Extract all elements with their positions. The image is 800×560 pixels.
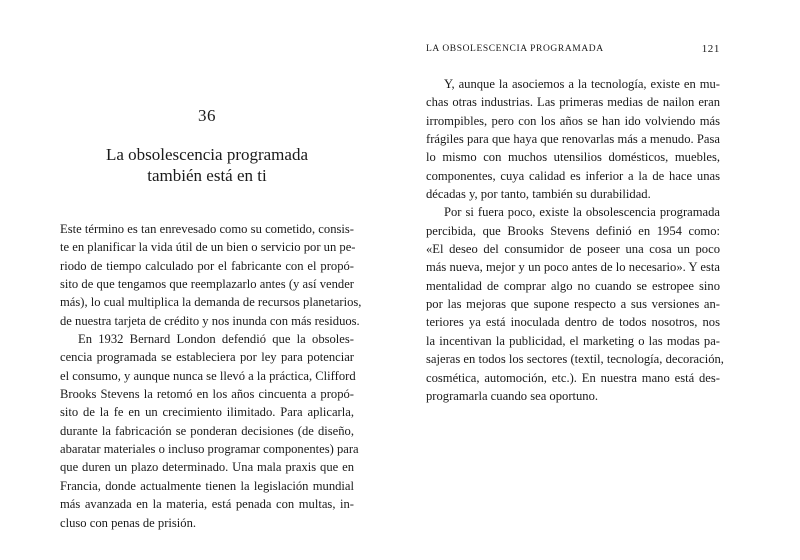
text-line: lo mismo con muchos utensilios domésticos, muebles, xyxy=(426,150,720,165)
text-line: mentalidad de comprar algo no cuando se estropee sino xyxy=(426,278,720,293)
running-head-title: LA OBSOLESCENCIA PROGRAMADA xyxy=(426,44,604,54)
text-line: la incentivan la publicidad, el marketing o las modas pa- xyxy=(426,333,720,348)
text-line: chas otras industrias. Las primeras medias de nailon eran xyxy=(426,95,720,110)
paragraph xyxy=(426,203,724,405)
text-line: sito de la fe en un crecimiento ilimitado. Para aplicarla, xyxy=(60,405,354,420)
text-line: componentes, cuya calidad es inferior a la de hace unas xyxy=(426,168,720,183)
text-line: «El deseo del consumidor de poseer una cosa un poco xyxy=(426,242,720,257)
text-line: el consumo, y aunque nunca se llevó a la práctica, Clifford xyxy=(60,368,356,383)
paragraph xyxy=(426,75,720,203)
right-page xyxy=(400,0,800,560)
right-body-text xyxy=(426,75,724,405)
text-line: Este término es tan enrevesado como su cometido, consis- xyxy=(60,222,354,236)
text-line: de nuestra tarjeta de crédito y nos inunda con más residuos. xyxy=(60,313,360,328)
text-line: programarla cuando sea oportuno. xyxy=(426,388,599,403)
chapter-number: 36 xyxy=(198,106,216,125)
chapter-title-line: La obsolescencia programada xyxy=(105,145,309,164)
text-line: Por si fuera poco, existe la obsolescencia programada xyxy=(444,205,720,220)
page-number: 121 xyxy=(701,43,720,55)
text-line: Francia, donde actualmente tienen la legislación mundial xyxy=(60,478,354,493)
text-line: teriores ya está inoculada dentro de todos nosotros, nos xyxy=(426,315,720,330)
text-line: sajeras en todos los sectores (textil, tecnología, decoración, xyxy=(426,352,724,367)
chapter-title xyxy=(60,144,354,186)
text-line: cencia programada se estableciera por ley para potenciar xyxy=(60,350,354,365)
text-line: décadas y, por tanto, también su durabilidad. xyxy=(426,187,651,202)
paragraph xyxy=(60,330,359,532)
paragraph xyxy=(60,220,362,330)
text-line: te en planificar la vida útil de un bien o servicio por un pe- xyxy=(60,240,356,255)
text-line: más), lo cual multiplica la demanda de recursos planetarios, xyxy=(60,295,362,310)
text-line: irrompibles, pero con los años se han ido volviendo más xyxy=(426,113,720,128)
left-body-text xyxy=(60,220,362,532)
text-line: más avanzada en la materia, está penada con multas, in- xyxy=(60,497,354,512)
text-line: por las mejoras que supone respecto a sus versiones an- xyxy=(426,297,720,312)
text-line: durante la fabricación se ponderan decisiones (de diseño, xyxy=(60,423,354,438)
text-line: que duren un plazo determinado. Una mala praxis que en xyxy=(60,460,354,475)
text-line: cosmética, automoción, etc.). En nuestra mano está des- xyxy=(426,370,720,385)
text-line: abaratar materiales o incluso programar componentes) para xyxy=(60,442,359,457)
text-line: cluso con penas de prisión. xyxy=(60,515,197,530)
text-line: frágiles para que haya que renovarlas más a menudo. Pasa xyxy=(426,132,720,147)
text-line: más nueva, mejor y un poco antes de lo necesario». Y esta xyxy=(426,260,720,275)
text-line: riodo de tiempo calculado por el fabricante con el propó- xyxy=(60,258,354,273)
text-line: Y, aunque la asociemos a la tecnología, existe en mu- xyxy=(444,77,720,91)
text-line: En 1932 Bernard London defendió que la obsoles- xyxy=(78,332,354,347)
text-line: sito de que tengamos que reemplazarlo antes (y así vender xyxy=(60,277,354,292)
text-line: percibida, que Brooks Stevens definió en 1954 como: xyxy=(426,223,720,238)
chapter-title-line: también está en ti xyxy=(147,166,267,185)
text-line: Brooks Stevens la retomó en los años cincuenta a propó- xyxy=(60,387,354,402)
